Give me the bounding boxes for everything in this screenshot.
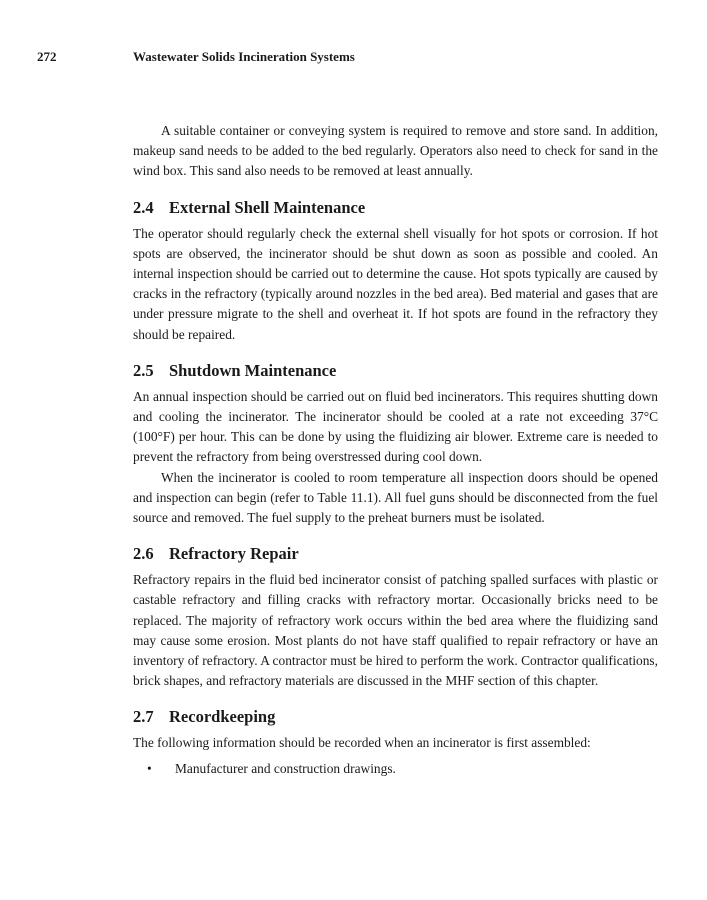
section-heading-recordkeeping [133,706,658,728]
list-item [133,759,658,779]
section-title: Refractory Repair [169,544,299,564]
section-paragraph: The operator should regularly check the external shell visually for hot spots or corrosion. If hot spots are observed, the incinerator should be shut down as soon as possible and cooled. An internal inspection should be carried out to determine the cause. Hot spots typically are caused by cracks in the refractory (typically around nozzles in the bed area). Bed material and gases that are under pressure migrate to the shell and overheat it. If hot spots are found in the refractory they should be repaired. [133,225,658,342]
section-number: 2.7 [133,707,154,727]
section-paragraph: Refractory repairs in the fluid bed incinerator consist of patching spalled surfaces with plastic or castable refractory and filling cracks with refractory mortar. Occasionally bricks need to be replaced. The majority of refractory work occurs within the bed area where the fluidizing sand may cause some erosion. Most plants do not have staff qualified to repair refractory or have an inventory of refractory. A contractor must be hired to perform the work. Contractor qualifications, brick shapes, and refractory materials are discussed in the MHF section of this chapter. [133,572,658,689]
bullet-icon: • [147,760,152,776]
running-title: Wastewater Solids Incineration Systems [133,49,355,64]
list-item-text: Manufacturer and construction drawings. [175,760,396,776]
section-paragraph: The following information should be recorded when an incinerator is first assembled: [133,735,591,751]
page-number: 272 [37,49,57,64]
bullet-list [133,759,658,779]
section-heading-external-shell [133,197,658,219]
section-title: Recordkeeping [169,707,276,727]
section-paragraph: An annual inspection should be carried out on fluid bed incinerators. This requires shutting down and cooling the incinerator. The incinerator should be cooled at a rate not exceeding 37°C (100°F) per hour. This can be done by using the fluidizing air blower. Extreme care is needed to prevent the refractory from being overstressed during cool down. [133,388,658,465]
body-text [133,121,658,779]
section-number: 2.4 [133,197,154,217]
section-number: 2.6 [133,544,154,564]
running-head [37,49,667,69]
section-number: 2.5 [133,360,154,380]
section-paragraph: When the incinerator is cooled to room temperature all inspection doors should be opened and inspection can begin (refer to Table 11.1). All fuel guns should be disconnected from the fuel source and removed. The fuel supply to the preheat burners must be isolated. [133,469,658,526]
intro-paragraph: A suitable container or conveying system is required to remove and store sand. In addition, makeup sand needs to be added to the bed regularly. Operators also need to check for sand in the wind box. This sand also needs to be removed at least annually. [133,123,658,179]
section-heading-refractory-repair [133,543,658,565]
section-heading-shutdown [133,360,658,382]
section-title: Shutdown Maintenance [169,360,337,380]
section-title: External Shell Maintenance [169,197,366,217]
